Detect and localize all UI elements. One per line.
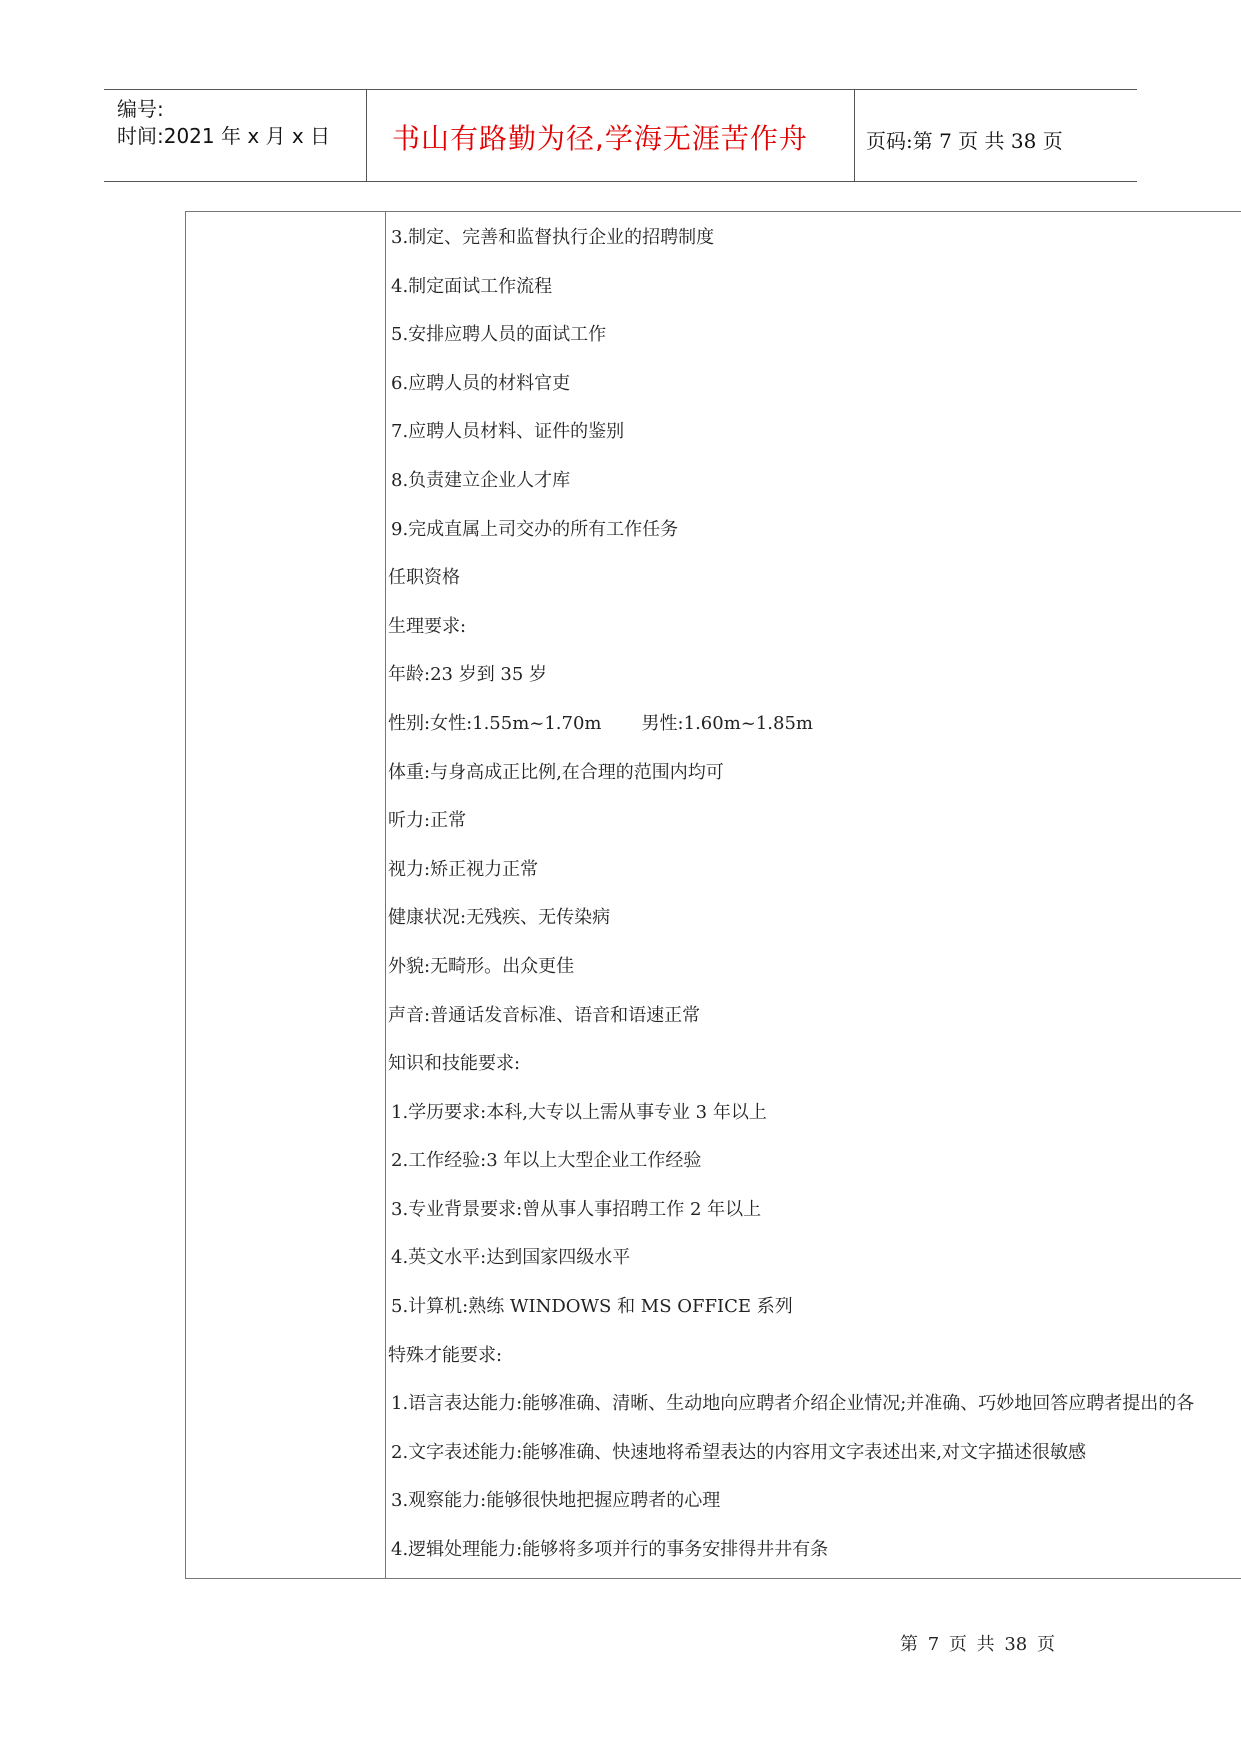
footer-page-number: 第 7 页 共 38 页 [900,1634,1055,1655]
list-item: 1.语言表达能力:能够准确、清晰、生动地向应聘者介绍企业情况;并准确、巧妙地回答应聘者提出的各 [391,1393,1195,1415]
list-item: 4.英文水平:达到国家四级水平 [391,1247,631,1269]
list-item: 7.应聘人员材料、证件的鉴别 [391,421,625,443]
list-item: 4.逻辑处理能力:能够将多项并行的事务安排得井井有条 [391,1539,829,1561]
header-page-info: 页码:第 7 页 共 38 页 [866,129,1063,153]
list-item: 8.负责建立企业人才库 [391,469,571,491]
section-heading: 特殊才能要求: [388,1344,503,1366]
header-top-rule [104,89,1137,90]
list-item: 2.文字表述能力:能够准确、快速地将希望表达的内容用文字表述出来,对文字描述很敏感 [391,1441,1086,1463]
header-divider-left [366,89,367,181]
section-heading: 生理要求: [388,615,467,637]
section-heading: 任职资格 [388,567,460,589]
table-column-divider [385,211,386,1579]
list-item: 2.工作经验:3 年以上大型企业工作经验 [391,1150,702,1172]
list-item: 外貌:无畸形。出众更佳 [388,955,575,977]
table-top-border [185,211,1241,212]
header-time-label: 时间:2021 年 x 月 x 日 [117,124,331,148]
content-list [388,220,1241,1581]
list-item: 视力:矫正视力正常 [388,858,539,880]
list-item: 年龄:23 岁到 35 岁 [388,664,548,686]
list-item: 性别:女性:1.55m~1.70m 男性:1.60m~1.85m [388,712,813,734]
list-item: 健康状况:无残疾、无传染病 [388,907,611,929]
list-item: 9.完成直属上司交办的所有工作任务 [391,518,679,540]
header-motto: 书山有路勤为径,学海无涯苦作舟 [392,122,808,155]
list-item: 3.专业背景要求:曾从事人事招聘工作 2 年以上 [391,1198,762,1220]
list-item: 听力:正常 [388,810,467,832]
list-item: 5.计算机:熟练 WINDOWS 和 MS OFFICE 系列 [391,1296,793,1318]
list-item: 6.应聘人员的材料官吏 [391,372,571,394]
section-heading: 知识和技能要求: [388,1053,521,1075]
header-number-label: 编号: [117,97,164,121]
list-item: 声音:普通话发音标准、语音和语速正常 [388,1004,701,1026]
list-item: 5.安排应聘人员的面试工作 [391,324,607,346]
list-item: 体重:与身高成正比例,在合理的范围内均可 [388,761,724,783]
header-bottom-rule [104,181,1137,182]
list-item: 3.制定、完善和监督执行企业的招聘制度 [391,227,715,248]
list-item: 4.制定面试工作流程 [391,275,553,297]
list-item: 1.学历要求:本科,大专以上需从事专业 3 年以上 [391,1101,767,1123]
header-divider-right [854,89,855,181]
table-left-border [185,211,186,1579]
list-item: 3.观察能力:能够很快地把握应聘者的心理 [391,1490,721,1512]
